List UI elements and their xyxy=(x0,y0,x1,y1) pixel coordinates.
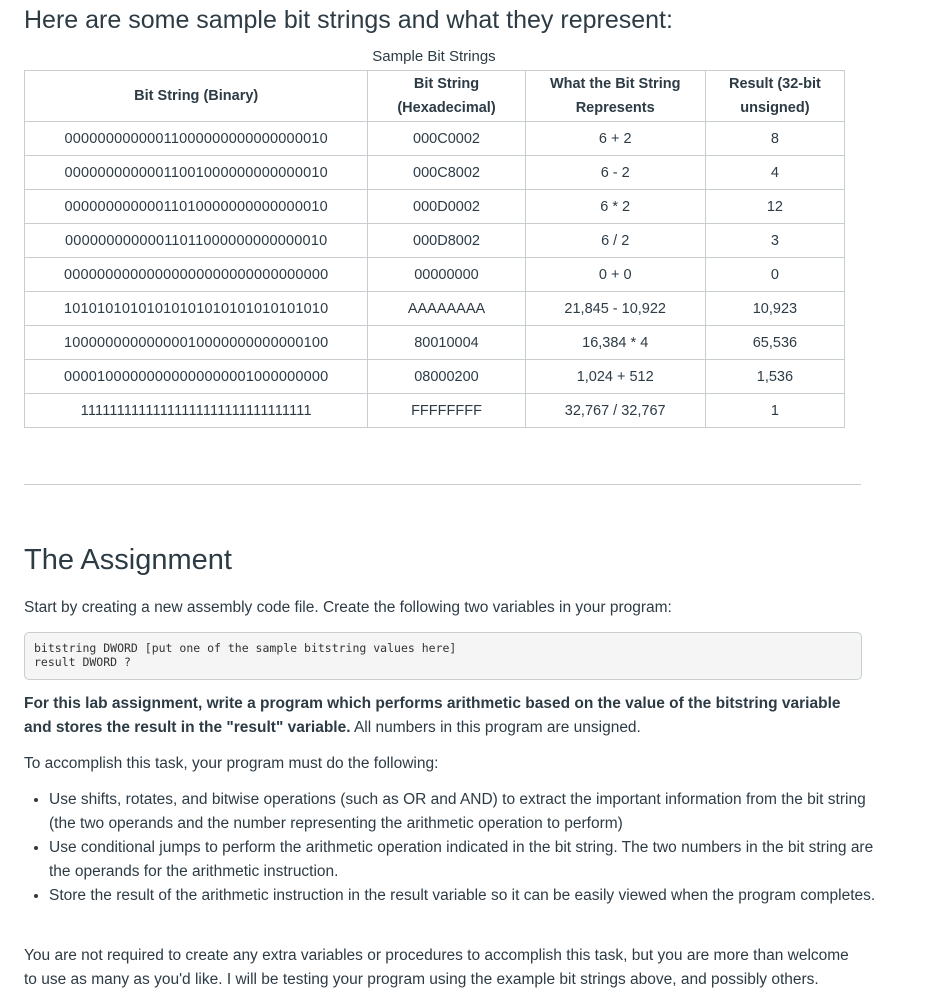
cell-hex: 00000000 xyxy=(368,258,525,292)
header-hex: Bit String (Hexadecimal) xyxy=(368,71,525,122)
cell-result: 3 xyxy=(705,224,844,258)
header-represents: What the Bit String Represents xyxy=(525,71,705,122)
cell-binary: 11111111111111111111111111111111 xyxy=(25,394,368,428)
header-result: Result (32-bit unsigned) xyxy=(705,71,844,122)
table-row xyxy=(25,292,845,326)
cell-represents: 16,384 * 4 xyxy=(525,326,705,360)
task-bold: For this lab assignment, write a program which performs arithmetic based on the value of the bitstring variable and stores the result in the "result" variable. xyxy=(24,695,841,736)
cell-binary: 00000000000011000000000000000010 xyxy=(25,122,368,156)
header-binary: Bit String (Binary) xyxy=(25,71,368,122)
cell-hex: 000D8002 xyxy=(368,224,525,258)
list-item: • Use shifts, rotates, and bitwise operations (such as OR and AND) to extract the important information from the bit string (the two operands and the number representing the arithmetic operation to perform) xyxy=(49,788,887,836)
cell-represents: 6 + 2 xyxy=(525,122,705,156)
cell-represents: 6 / 2 xyxy=(525,224,705,258)
cell-binary: 00000000000000000000000000000000 xyxy=(25,258,368,292)
section-divider xyxy=(24,484,861,485)
cell-binary: 00000000000011001000000000000010 xyxy=(25,156,368,190)
cell-result: 10,923 xyxy=(705,292,844,326)
code-line: bitstring DWORD [put one of the sample bitstring values here] xyxy=(34,641,457,655)
cell-binary: 10101010101010101010101010101010 xyxy=(25,292,368,326)
cell-hex: FFFFFFFF xyxy=(368,394,525,428)
table-row xyxy=(25,156,845,190)
cell-hex: 000C8002 xyxy=(368,156,525,190)
cell-represents: 1,024 + 512 xyxy=(525,360,705,394)
table-row xyxy=(25,122,845,156)
code-line: result DWORD ? xyxy=(34,655,131,669)
cell-hex: AAAAAAAA xyxy=(368,292,525,326)
assignment-heading: The Assignment xyxy=(24,544,232,576)
sample-bit-strings-table xyxy=(24,70,845,428)
table-row xyxy=(25,360,845,394)
task-paragraph xyxy=(24,692,862,740)
cell-binary: 00001000000000000000001000000000 xyxy=(25,360,368,394)
cell-binary: 00000000000011011000000000000010 xyxy=(25,224,368,258)
table-row xyxy=(25,326,845,360)
table-row xyxy=(25,394,845,428)
cell-binary: 00000000000011010000000000000010 xyxy=(25,190,368,224)
cell-hex: 08000200 xyxy=(368,360,525,394)
table-row xyxy=(25,224,845,258)
code-block xyxy=(24,632,862,680)
task-rest: All numbers in this program are unsigned. xyxy=(350,719,641,736)
cell-result: 4 xyxy=(705,156,844,190)
table-caption: Sample Bit Strings xyxy=(372,48,496,65)
table-header-row xyxy=(25,71,845,122)
accomplish-paragraph: To accomplish this task, your program must do the following: xyxy=(24,755,439,772)
intro-heading: Here are some sample bit strings and what they represent: xyxy=(24,6,673,34)
list-item: • Use conditional jumps to perform the arithmetic operation indicated in the bit string. The two numbers in the bit string are the operands for the arithmetic instruction. xyxy=(49,836,887,884)
cell-result: 1 xyxy=(705,394,844,428)
cell-result: 12 xyxy=(705,190,844,224)
cell-represents: 6 * 2 xyxy=(525,190,705,224)
cell-hex: 80010004 xyxy=(368,326,525,360)
cell-result: 8 xyxy=(705,122,844,156)
cell-result: 65,536 xyxy=(705,326,844,360)
list-item: • Store the result of the arithmetic instruction in the result variable so it can be easily viewed when the program completes. xyxy=(49,884,887,908)
cell-represents: 21,845 - 10,922 xyxy=(525,292,705,326)
table-row xyxy=(25,190,845,224)
closing-paragraph: You are not required to create any extra variables or procedures to accomplish this task, but you are more than welcome to use as many as you'd like. I will be testing your program using the example bit strings above, and possibly others. xyxy=(24,947,849,988)
cell-result: 1,536 xyxy=(705,360,844,394)
cell-binary: 10000000000000010000000000000100 xyxy=(25,326,368,360)
cell-hex: 000D0002 xyxy=(368,190,525,224)
table-row xyxy=(25,258,845,292)
assignment-intro: Start by creating a new assembly code file. Create the following two variables in your program: xyxy=(24,599,672,616)
cell-represents: 32,767 / 32,767 xyxy=(525,394,705,428)
cell-represents: 6 - 2 xyxy=(525,156,705,190)
cell-hex: 000C0002 xyxy=(368,122,525,156)
cell-result: 0 xyxy=(705,258,844,292)
requirements-list xyxy=(24,788,887,908)
cell-represents: 0 + 0 xyxy=(525,258,705,292)
